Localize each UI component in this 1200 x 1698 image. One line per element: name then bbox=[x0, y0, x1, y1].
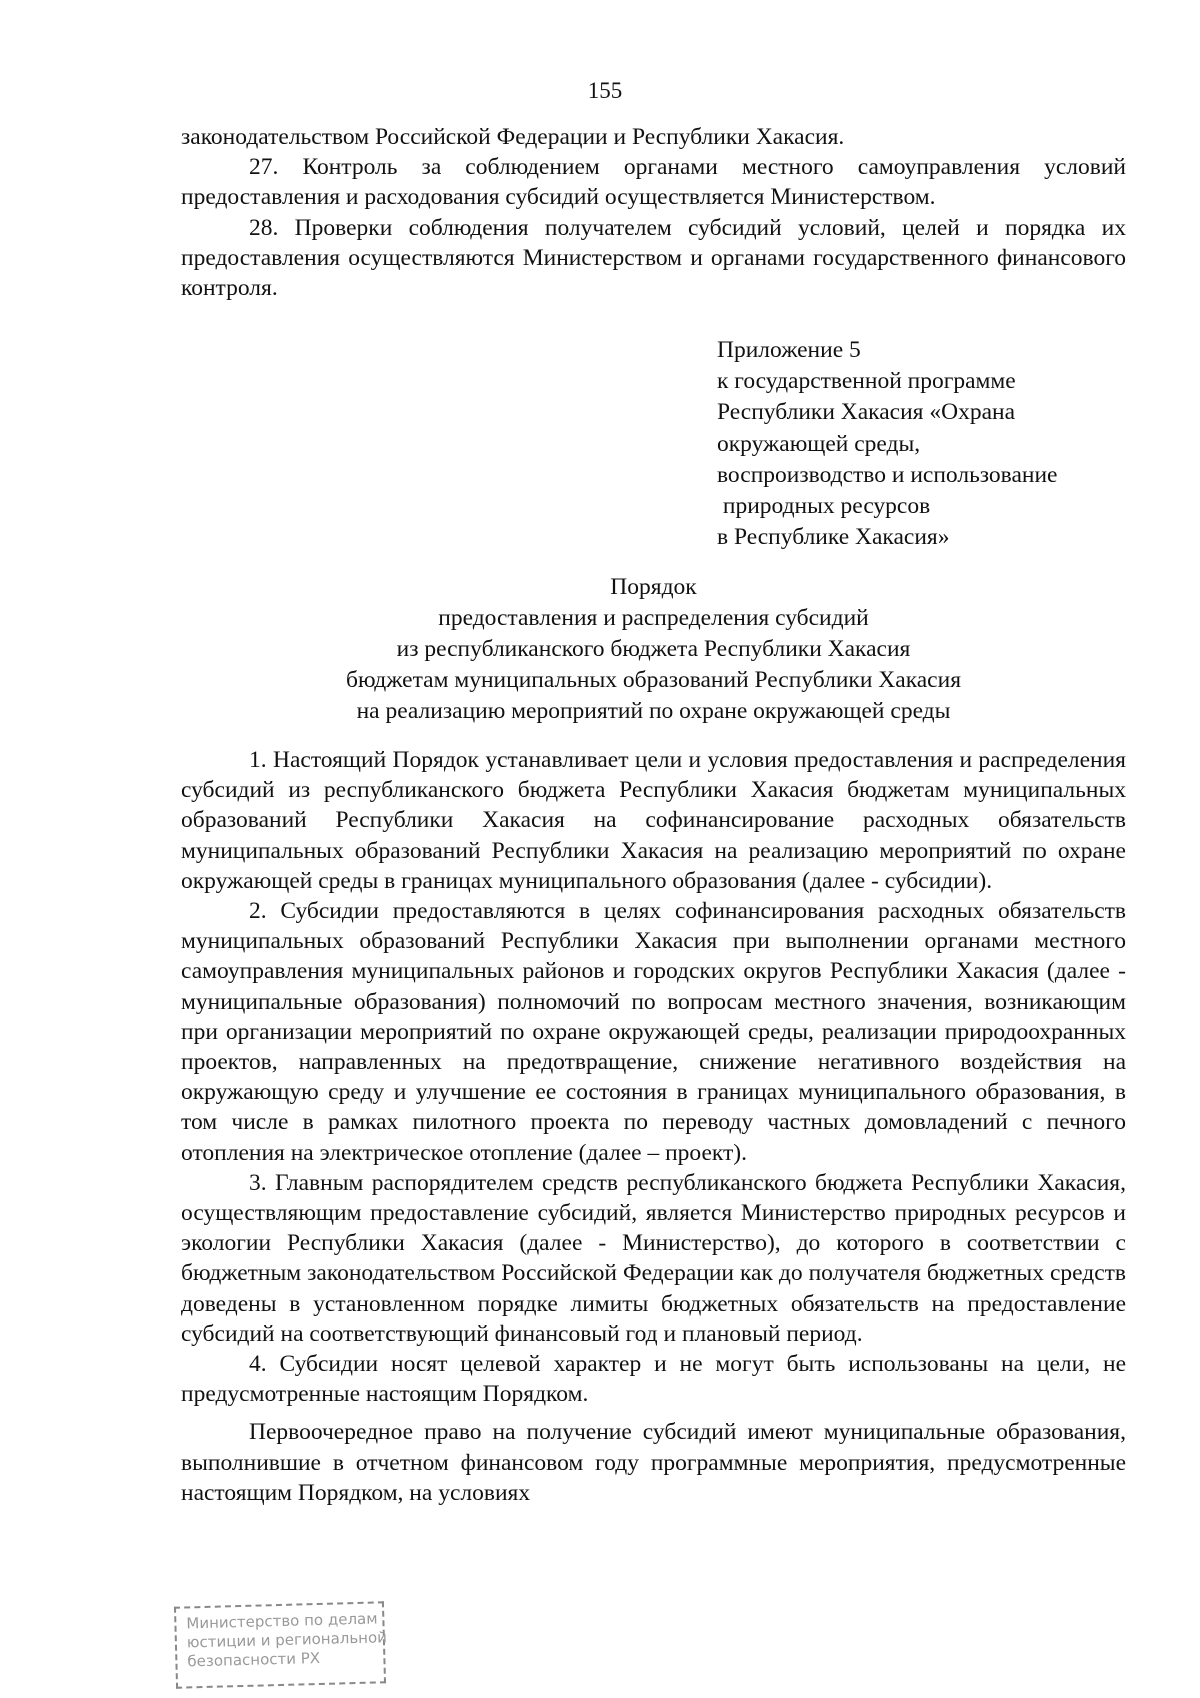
appendix-line: природных ресурсов bbox=[717, 493, 931, 520]
appendix-block bbox=[717, 335, 1157, 553]
paragraph-4-priority: Первоочередное право на получение субсидий имеют муниципальные образования, выполнившие в отчетном финансовом году программные мероприятия, предусмотренные настоящим Порядком, на условиях bbox=[181, 1419, 1126, 1506]
appendix-line: Приложение 5 bbox=[717, 337, 861, 363]
appendix-line: в Республике Хакасия» bbox=[717, 524, 950, 551]
appendix-line: Республики Хакасия «Охрана bbox=[717, 399, 1016, 426]
paragraph-2: 2. Субсидии предоставляются в целях софинансирования расходных обязательств муниципальных образований Республики Хакасия при выполнении органами местного самоуправления муниципальных районов и городских округов Республики Хакасия (далее - муниципальные образования) полномочий по вопросам местного значения, возникающим при организации мероприятий по охране окружающей среды, реализации природоохранных проектов, направленных на предотвращение, снижение негативного воздействия на окружающую среду и улучшение ее состояния в границах муниципального образования, в том числе в рамках пилотного проекта по переводу частных домовладений с печного отопления на электрическое отопление (далее – проект). bbox=[181, 898, 1126, 1166]
stamp-line: безопасности РХ bbox=[187, 1648, 321, 1671]
title-line: на реализацию мероприятий по охране окружающей среды bbox=[356, 698, 951, 724]
appendix-line: воспроизводство и использование bbox=[717, 461, 1058, 488]
page-number: 155 bbox=[587, 78, 623, 103]
top-section bbox=[181, 122, 1126, 303]
paragraph-4: 4. Субсидии носят целевой характер и не могут быть использованы на цели, не предусмотренные настоящим Порядком. bbox=[181, 1351, 1126, 1408]
title-line: из республиканского бюджета Республики Хакасия bbox=[396, 636, 911, 662]
appendix-line: окружающей среды, bbox=[717, 430, 921, 457]
document-title bbox=[181, 572, 1126, 727]
registration-stamp bbox=[174, 1601, 386, 1688]
stamp-line: юстиции и региональной bbox=[186, 1628, 388, 1652]
main-section bbox=[181, 745, 1126, 1508]
paragraph-1: 1. Настоящий Порядок устанавливает цели и условия предоставления и распределения субсидий из республиканского бюджета Республики Хакасия бюджетам муниципальных образований Республики Хакасия на софинансирование расходных обязательств муниципальных образований Республики Хакасия на реализацию мероприятий по охране окружающей среды в границах муниципального образования (далее - субсидии). bbox=[181, 747, 1126, 894]
appendix-line: к государственной программе bbox=[717, 368, 1016, 395]
stamp-line: Министерство по делам bbox=[186, 1609, 378, 1633]
title-line: бюджетам муниципальных образований Республики Хакасия bbox=[345, 667, 962, 693]
paragraph-3: 3. Главным распорядителем средств республиканского бюджета Республики Хакасия, осуществляющим предоставление субсидий, является Министерство природных ресурсов и экологии Республики Хакасия (далее - Министерство), до которого в соответствии с бюджетным законодательством Российской Федерации как до получателя бюджетных средств доведены в установленном порядке лимиты бюджетных обязательств на предоставление субсидий на соответствующий финансовый год и плановый период. bbox=[181, 1169, 1126, 1347]
paragraph-28: 28. Проверки соблюдения получателем субсидий условий, целей и порядка их предоставления осуществляются Министерством и органами государственного финансового контроля. bbox=[181, 214, 1126, 302]
title-line: предоставления и распределения субсидий bbox=[438, 605, 869, 631]
paragraph-27: 27. Контроль за соблюдением органами местного самоуправления условий предоставления и расходования субсидий осуществляется Министерством. bbox=[181, 154, 1126, 211]
paragraph-continuation: законодательством Российской Федерации и Республики Хакасия. bbox=[181, 124, 845, 150]
title-line: Порядок bbox=[610, 574, 697, 600]
